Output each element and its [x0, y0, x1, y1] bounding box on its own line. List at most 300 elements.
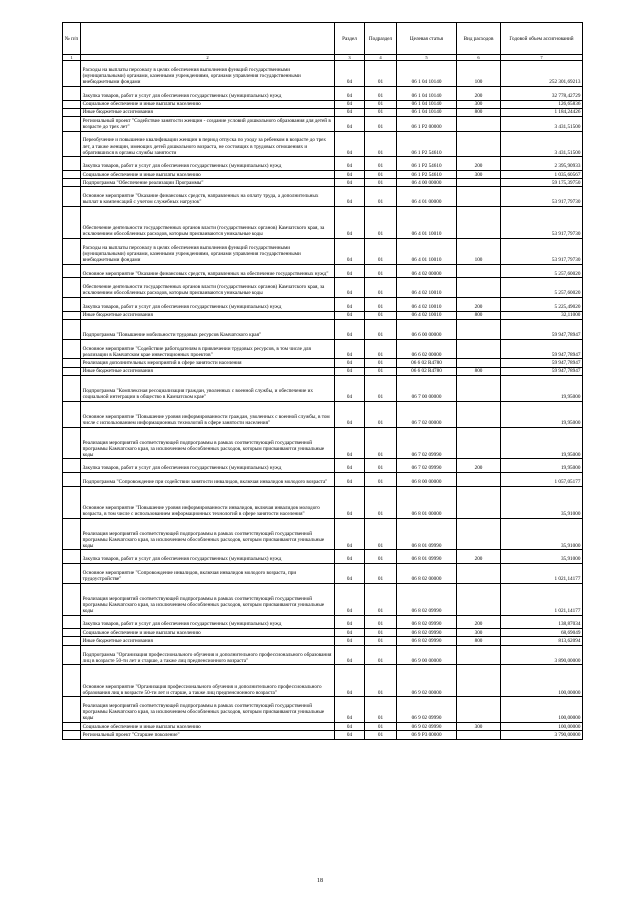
row-index-cell — [63, 367, 81, 375]
column-number: 7 — [501, 55, 583, 61]
row-name-cell: Закупка товаров, работ и услуг для обеспечения государственных (муниципальных) нужд — [81, 157, 335, 171]
row-exptype-cell: 800 — [457, 311, 501, 319]
column-number: 5 — [397, 55, 457, 61]
row-amount-cell: 59 947,78947 — [501, 367, 583, 375]
row-exptype-cell — [457, 359, 501, 367]
column-number: 3 — [335, 55, 365, 61]
row-exptype-cell — [457, 207, 501, 239]
row-exptype-cell: 300 — [457, 100, 501, 108]
row-target-cell: 06 8 02 09990 — [397, 629, 457, 637]
row-name-cell: Иные бюджетные ассигнования — [81, 108, 335, 116]
row-target-cell: 06 8 01 09990 — [397, 550, 457, 564]
row-amount-cell: 59 947,78947 — [501, 359, 583, 367]
row-amount-cell: 3 431,51500 — [501, 117, 583, 131]
column-number: 6 — [457, 55, 501, 61]
row-section-cell: 04 — [335, 100, 365, 108]
header-section: Раздел — [335, 23, 365, 55]
row-subsection-cell: 01 — [365, 170, 397, 178]
row-section-cell: 04 — [335, 459, 365, 473]
row-index-cell — [63, 697, 81, 723]
row-subsection-cell: 01 — [365, 207, 397, 239]
row-section-cell: 04 — [335, 61, 365, 87]
table-row — [63, 615, 583, 629]
row-index-cell — [63, 518, 81, 550]
row-amount-cell: 813,62094 — [501, 637, 583, 645]
row-subsection-cell: 01 — [365, 375, 397, 401]
row-name-cell: Реализация мероприятий соответствующей подпрограммы в рамках соответствующей государственной программы Камчатского края, за исключением обособленных расходов, которым присваиваются уникальные коды — [81, 518, 335, 550]
row-section-cell: 04 — [335, 665, 365, 697]
row-exptype-cell: 200 — [457, 157, 501, 171]
row-index-cell — [63, 320, 81, 340]
row-exptype-cell — [457, 320, 501, 340]
row-subsection-cell: 01 — [365, 264, 397, 278]
row-exptype-cell — [457, 427, 501, 459]
table-row — [63, 86, 583, 100]
row-target-cell: 06 4 02 00000 — [397, 264, 457, 278]
row-subsection-cell: 01 — [365, 723, 397, 731]
table-row — [63, 697, 583, 723]
row-amount-cell: 35,91000 — [501, 550, 583, 564]
row-target-cell: 06 8 02 00000 — [397, 563, 457, 583]
row-amount-cell: 53 917,79730 — [501, 239, 583, 265]
row-name-cell: Реализация мероприятий соответствующей подпрограммы в рамках соответствующей государственной программы Камчатского края, за исключением обособленных расходов, которым присваиваются уникальные коды — [81, 697, 335, 723]
row-subsection-cell: 01 — [365, 320, 397, 340]
row-target-cell: 06 1 P2 54610 — [397, 131, 457, 157]
row-index-cell — [63, 427, 81, 459]
row-exptype-cell — [457, 697, 501, 723]
row-amount-cell: 1 184,24426 — [501, 108, 583, 116]
row-index-cell — [63, 401, 81, 427]
row-target-cell: 06 6 02 00000 — [397, 339, 457, 359]
table-row — [63, 311, 583, 319]
row-subsection-cell: 01 — [365, 615, 397, 629]
row-name-cell: Основное мероприятие "Содействие работодателям в привлечении трудовых ресурсов, в том числе для реализации в Камчатском крае инвестиционных проектов" — [81, 339, 335, 359]
row-section-cell: 04 — [335, 117, 365, 131]
row-amount-cell: 2 395,90933 — [501, 157, 583, 171]
row-name-cell: Подпрограмма "Обеспечение реализации Программы" — [81, 179, 335, 187]
row-exptype-cell — [457, 375, 501, 401]
row-subsection-cell: 01 — [365, 367, 397, 375]
row-subsection-cell: 01 — [365, 108, 397, 116]
row-index-cell — [63, 298, 81, 312]
row-target-cell: 06 9 P3 00000 — [397, 731, 457, 739]
table-row — [63, 61, 583, 87]
row-subsection-cell: 01 — [365, 100, 397, 108]
row-subsection-cell: 01 — [365, 239, 397, 265]
table-row — [63, 550, 583, 564]
table-row — [63, 117, 583, 131]
row-amount-cell: 100,00000 — [501, 723, 583, 731]
row-exptype-cell: 300 — [457, 629, 501, 637]
row-section-cell: 04 — [335, 697, 365, 723]
row-target-cell: 06 8 01 09990 — [397, 518, 457, 550]
row-subsection-cell: 01 — [365, 459, 397, 473]
row-amount-cell: 59 947,78947 — [501, 339, 583, 359]
row-name-cell: Подпрограмма "Сопровождение при содействии занятости инвалидов, включая инвалидов молодого возраста" — [81, 473, 335, 487]
table-row — [63, 518, 583, 550]
row-exptype-cell — [457, 645, 501, 665]
row-index-cell — [63, 61, 81, 87]
table-row — [63, 375, 583, 401]
table-row — [63, 187, 583, 207]
table-row — [63, 131, 583, 157]
table-row — [63, 207, 583, 239]
table-row — [63, 239, 583, 265]
column-number: 4 — [365, 55, 397, 61]
row-index-cell — [63, 459, 81, 473]
table-header-row — [63, 23, 583, 55]
header-exptype: Вид расходов — [457, 23, 501, 55]
row-target-cell: 06 1 04 10140 — [397, 108, 457, 116]
row-exptype-cell — [457, 563, 501, 583]
row-subsection-cell: 01 — [365, 339, 397, 359]
row-exptype-cell — [457, 583, 501, 615]
row-name-cell: Социальное обеспечение и иные выплаты населению — [81, 629, 335, 637]
row-index-cell — [63, 207, 81, 239]
row-amount-cell: 19,95000 — [501, 401, 583, 427]
row-subsection-cell: 01 — [365, 117, 397, 131]
row-name-cell: Реализация мероприятий соответствующей подпрограммы в рамках соответствующей государственной программы Камчатского края, за исключением обособленных расходов, которым присваиваются уникальные коды — [81, 427, 335, 459]
row-index-cell — [63, 311, 81, 319]
row-subsection-cell: 01 — [365, 179, 397, 187]
row-subsection-cell: 01 — [365, 187, 397, 207]
row-amount-cell: 53 917,79730 — [501, 207, 583, 239]
row-exptype-cell: 200 — [457, 459, 501, 473]
row-subsection-cell: 01 — [365, 583, 397, 615]
row-name-cell: Социальное обеспечение и иные выплаты населению — [81, 100, 335, 108]
row-name-cell: Подпрограмма "Повышение мобильности трудовых ресурсов Камчатского края" — [81, 320, 335, 340]
row-section-cell: 04 — [335, 731, 365, 739]
row-name-cell: Основное мероприятие "Оказание финансовых средств, направленных на обеспечение государственных нужд" — [81, 264, 335, 278]
row-subsection-cell: 01 — [365, 486, 397, 518]
row-index-cell — [63, 473, 81, 487]
row-name-cell: Закупка товаров, работ и услуг для обеспечения государственных (муниципальных) нужд — [81, 86, 335, 100]
row-amount-cell: 5 257,60020 — [501, 264, 583, 278]
row-subsection-cell: 01 — [365, 550, 397, 564]
row-section-cell: 04 — [335, 473, 365, 487]
table-row — [63, 459, 583, 473]
row-target-cell: 06 1 P2 54610 — [397, 157, 457, 171]
row-section-cell: 04 — [335, 723, 365, 731]
row-amount-cell: 3 790,00000 — [501, 731, 583, 739]
row-subsection-cell: 01 — [365, 731, 397, 739]
table-row — [63, 320, 583, 340]
row-index-cell — [63, 550, 81, 564]
row-target-cell: 06 9 02 09990 — [397, 723, 457, 731]
row-section-cell: 04 — [335, 311, 365, 319]
header-amount: Годовой объем ассигнований — [501, 23, 583, 55]
row-amount-cell: 19,95000 — [501, 427, 583, 459]
row-amount-cell: 5 225,49020 — [501, 298, 583, 312]
row-section-cell: 04 — [335, 375, 365, 401]
row-amount-cell: 100,00000 — [501, 697, 583, 723]
row-name-cell: Обеспечение деятельности государственных органов власти (государственных органов) Камчатского края, за исключением обособленных расходов, которым присваиваются уникальные коды — [81, 207, 335, 239]
row-index-cell — [63, 615, 81, 629]
row-section-cell: 04 — [335, 179, 365, 187]
row-subsection-cell: 01 — [365, 61, 397, 87]
row-index-cell — [63, 563, 81, 583]
row-amount-cell: 53 917,79730 — [501, 187, 583, 207]
row-amount-cell: 138,87034 — [501, 615, 583, 629]
row-exptype-cell — [457, 401, 501, 427]
row-section-cell: 04 — [335, 320, 365, 340]
row-amount-cell: 19,95000 — [501, 459, 583, 473]
row-section-cell: 04 — [335, 278, 365, 298]
row-name-cell: Социальное обеспечение и иные выплаты населению — [81, 170, 335, 178]
row-target-cell: 06 8 00 00000 — [397, 473, 457, 487]
row-name-cell: Основное мероприятие "Оказание финансовых средств, направленных на оплату труда, а дополнительных выплат в компенсаций с учетом служебных нагрузок" — [81, 187, 335, 207]
row-subsection-cell: 01 — [365, 665, 397, 697]
row-amount-cell: 1 057,05177 — [501, 473, 583, 487]
row-name-cell: Закупка товаров, работ и услуг для обеспечения государственных (муниципальных) нужд — [81, 615, 335, 629]
row-amount-cell: 5 257,60020 — [501, 278, 583, 298]
row-section-cell: 04 — [335, 367, 365, 375]
table-row — [63, 401, 583, 427]
row-index-cell — [63, 108, 81, 116]
row-index-cell — [63, 629, 81, 637]
column-number: 1 — [63, 55, 81, 61]
table-row — [63, 583, 583, 615]
row-subsection-cell: 01 — [365, 157, 397, 171]
row-target-cell: 06 4 01 10010 — [397, 207, 457, 239]
row-target-cell: 06 1 04 10140 — [397, 61, 457, 87]
row-target-cell: 06 4 02 10010 — [397, 298, 457, 312]
row-exptype-cell: 200 — [457, 86, 501, 100]
row-section-cell: 04 — [335, 637, 365, 645]
header-subsection: Подраздел — [365, 23, 397, 55]
row-section-cell: 04 — [335, 427, 365, 459]
row-target-cell: 06 9 02 00000 — [397, 665, 457, 697]
row-subsection-cell: 01 — [365, 298, 397, 312]
row-exptype-cell — [457, 131, 501, 157]
row-section-cell: 04 — [335, 518, 365, 550]
row-subsection-cell: 01 — [365, 131, 397, 157]
header-target: Целевая статья — [397, 23, 457, 55]
row-name-cell: Региональный проект "Старшее поколение" — [81, 731, 335, 739]
row-exptype-cell: 800 — [457, 108, 501, 116]
row-target-cell: 06 4 00 00000 — [397, 179, 457, 187]
row-name-cell: Иные бюджетные ассигнования — [81, 637, 335, 645]
table-row — [63, 179, 583, 187]
row-exptype-cell: 300 — [457, 723, 501, 731]
row-subsection-cell: 01 — [365, 563, 397, 583]
row-section-cell: 04 — [335, 563, 365, 583]
row-exptype-cell — [457, 731, 501, 739]
row-section-cell: 04 — [335, 170, 365, 178]
row-target-cell: 06 4 02 10010 — [397, 311, 457, 319]
row-name-cell: Основное мероприятие "Повышение уровня информированности инвалидов, включая инвалидов молодого возраста, в том числе с использованием информационных технологий в сфере занятости населения" — [81, 486, 335, 518]
table-row — [63, 170, 583, 178]
row-subsection-cell: 01 — [365, 518, 397, 550]
row-amount-cell: 19,95000 — [501, 375, 583, 401]
row-exptype-cell: 200 — [457, 615, 501, 629]
row-index-cell — [63, 645, 81, 665]
row-amount-cell: 1 035,60567 — [501, 170, 583, 178]
row-amount-cell: 32 778,42729 — [501, 86, 583, 100]
table-row — [63, 278, 583, 298]
row-subsection-cell: 01 — [365, 629, 397, 637]
row-exptype-cell: 200 — [457, 298, 501, 312]
row-exptype-cell — [457, 473, 501, 487]
row-name-cell: Расходы на выплаты персоналу в целях обеспечения выполнения функций государственными (муниципальными) органами, казенными учреждениями, органами управления государственными внебюджетными фондами — [81, 61, 335, 87]
row-name-cell: Закупка товаров, работ и услуг для обеспечения государственных (муниципальных) нужд — [81, 550, 335, 564]
table-row — [63, 731, 583, 739]
row-target-cell: 06 1 04 10140 — [397, 100, 457, 108]
row-index-cell — [63, 187, 81, 207]
row-exptype-cell: 100 — [457, 239, 501, 265]
row-name-cell: Закупка товаров, работ и услуг для обеспечения государственных (муниципальных) нужд — [81, 298, 335, 312]
row-section-cell: 04 — [335, 264, 365, 278]
table-row — [63, 108, 583, 116]
row-name-cell: Региональный проект "Содействие занятости женщин - создание условий дошкольного образования для детей в возрасте до трех лет" — [81, 117, 335, 131]
row-amount-cell: 35,91000 — [501, 518, 583, 550]
row-section-cell: 04 — [335, 615, 365, 629]
row-index-cell — [63, 131, 81, 157]
row-index-cell — [63, 637, 81, 645]
row-amount-cell: 3 431,51500 — [501, 131, 583, 157]
table-row — [63, 157, 583, 171]
page-number: 18 — [317, 878, 323, 884]
table-row — [63, 298, 583, 312]
row-section-cell: 04 — [335, 583, 365, 615]
row-name-cell: Основное мероприятие "Сопровождение инвалидов, включая инвалидов молодого возраста, при трудоустройстве" — [81, 563, 335, 583]
row-exptype-cell — [457, 117, 501, 131]
row-subsection-cell: 01 — [365, 278, 397, 298]
row-index-cell — [63, 179, 81, 187]
row-name-cell: Закупка товаров, работ и услуг для обеспечения государственных (муниципальных) нужд — [81, 459, 335, 473]
row-subsection-cell: 01 — [365, 401, 397, 427]
row-name-cell: Реализация мероприятий соответствующей подпрограммы в рамках соответствующей государственной программы Камчатского края, за исключением обособленных расходов, которым присваиваются уникальные коды — [81, 583, 335, 615]
row-subsection-cell: 01 — [365, 637, 397, 645]
row-index-cell — [63, 117, 81, 131]
table-row — [63, 645, 583, 665]
table-row — [63, 486, 583, 518]
row-amount-cell: 35,91000 — [501, 486, 583, 518]
row-exptype-cell: 800 — [457, 367, 501, 375]
row-exptype-cell: 300 — [457, 170, 501, 178]
table-row — [63, 637, 583, 645]
row-section-cell: 04 — [335, 339, 365, 359]
table-row — [63, 264, 583, 278]
column-number: 2 — [81, 55, 335, 61]
row-index-cell — [63, 731, 81, 739]
row-section-cell: 04 — [335, 207, 365, 239]
row-name-cell: Иные бюджетные ассигнования — [81, 367, 335, 375]
row-name-cell: Основное мероприятие "Повышение уровня информированности граждан, уволенных с военной службы, в том числе с использованием информационных технологий в сфере занятости населения" — [81, 401, 335, 427]
row-section-cell: 04 — [335, 645, 365, 665]
row-index-cell — [63, 239, 81, 265]
row-amount-cell: 126,65836 — [501, 100, 583, 108]
row-target-cell: 06 6 02 R4780 — [397, 367, 457, 375]
row-exptype-cell: 200 — [457, 550, 501, 564]
row-subsection-cell: 01 — [365, 311, 397, 319]
row-target-cell: 06 7 02 00000 — [397, 401, 457, 427]
row-target-cell: 06 8 02 09990 — [397, 615, 457, 629]
row-target-cell: 06 4 01 10010 — [397, 239, 457, 265]
row-target-cell: 06 9 00 00000 — [397, 645, 457, 665]
table-row — [63, 563, 583, 583]
row-exptype-cell — [457, 264, 501, 278]
row-index-cell — [63, 359, 81, 367]
row-section-cell: 04 — [335, 550, 365, 564]
row-subsection-cell: 01 — [365, 86, 397, 100]
row-section-cell: 04 — [335, 157, 365, 171]
row-target-cell: 06 7 00 00000 — [397, 375, 457, 401]
row-section-cell: 04 — [335, 486, 365, 518]
header-index: № п/п — [63, 23, 81, 55]
row-exptype-cell — [457, 665, 501, 697]
row-name-cell: Подпрограмма "Комплексная ресоциализация граждан, уволенных с военной службы, и обеспечение их социальной интеграции в общество в Камчатском крае" — [81, 375, 335, 401]
row-target-cell: 06 8 01 00000 — [397, 486, 457, 518]
row-index-cell — [63, 665, 81, 697]
row-section-cell: 04 — [335, 629, 365, 637]
row-amount-cell: 3 890,00000 — [501, 645, 583, 665]
row-subsection-cell: 01 — [365, 473, 397, 487]
table-row — [63, 100, 583, 108]
row-target-cell: 06 6 02 R4780 — [397, 359, 457, 367]
row-amount-cell: 59 175,39750 — [501, 179, 583, 187]
row-name-cell: Социальное обеспечение и иные выплаты населению — [81, 723, 335, 731]
row-index-cell — [63, 723, 81, 731]
row-section-cell: 04 — [335, 131, 365, 157]
row-target-cell: 06 1 04 10140 — [397, 86, 457, 100]
row-index-cell — [63, 86, 81, 100]
row-target-cell: 06 7 02 09990 — [397, 427, 457, 459]
row-index-cell — [63, 486, 81, 518]
row-subsection-cell: 01 — [365, 697, 397, 723]
row-exptype-cell: 800 — [457, 637, 501, 645]
row-exptype-cell — [457, 339, 501, 359]
row-target-cell: 06 4 02 10010 — [397, 278, 457, 298]
row-target-cell: 06 8 02 09990 — [397, 637, 457, 645]
row-section-cell: 04 — [335, 108, 365, 116]
table-row — [63, 359, 583, 367]
row-section-cell: 04 — [335, 401, 365, 427]
row-target-cell: 06 9 02 09990 — [397, 697, 457, 723]
row-index-cell — [63, 339, 81, 359]
row-name-cell: Обеспечение деятельности государственных органов власти (государственных органов) Камчатского края, за исключением обособленных расходов, которым присваиваются уникальные коды — [81, 278, 335, 298]
row-target-cell: 06 1 P2 54610 — [397, 170, 457, 178]
row-index-cell — [63, 157, 81, 171]
row-amount-cell: 59 947,78947 — [501, 320, 583, 340]
header-name — [81, 23, 335, 55]
row-index-cell — [63, 375, 81, 401]
row-amount-cell: 32,11000 — [501, 311, 583, 319]
row-index-cell — [63, 264, 81, 278]
table-row — [63, 339, 583, 359]
table-row — [63, 723, 583, 731]
table-row — [63, 473, 583, 487]
row-subsection-cell: 01 — [365, 359, 397, 367]
row-section-cell: 04 — [335, 298, 365, 312]
row-amount-cell: 1 021,14177 — [501, 583, 583, 615]
row-exptype-cell — [457, 187, 501, 207]
budget-table — [62, 22, 583, 740]
row-exptype-cell: 100 — [457, 61, 501, 87]
row-exptype-cell — [457, 486, 501, 518]
row-exptype-cell — [457, 518, 501, 550]
row-target-cell: 06 6 00 00000 — [397, 320, 457, 340]
row-name-cell: Расходы на выплаты персоналу в целях обеспечения выполнения функций государственными (муниципальными) органами, казенными учреждениями, органами управления государственными внебюджетными фондами — [81, 239, 335, 265]
row-name-cell: Основное мероприятие "Организация профессионального обучения и дополнительного профессионального образования лиц в возрасте 50-ти лет и старше, а также лиц предпенсионного возраста" — [81, 665, 335, 697]
document-page — [62, 22, 582, 740]
row-name-cell: Иные бюджетные ассигнования — [81, 311, 335, 319]
table-row — [63, 367, 583, 375]
row-section-cell: 04 — [335, 359, 365, 367]
row-amount-cell: 252 301,69213 — [501, 61, 583, 87]
table-row — [63, 665, 583, 697]
row-section-cell: 04 — [335, 187, 365, 207]
